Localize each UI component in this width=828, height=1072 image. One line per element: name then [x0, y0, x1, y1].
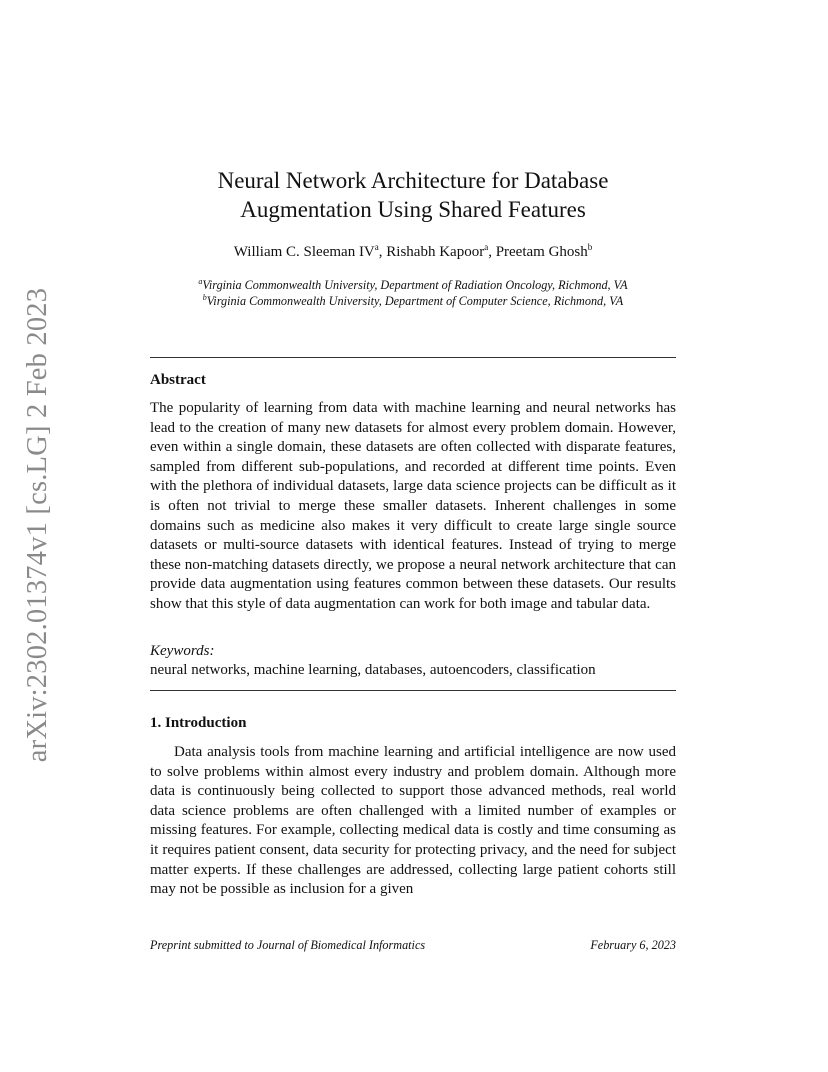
abstract-text: The popularity of learning from data with machine learning and neural networks has lead to the creation of many new datasets for almost every problem domain. However, even within a single domain, these datasets are often collected with disparate features, sampled from different sub-populations, and recorded at different time points. Even with the plethora of individual datasets, large data science projects can be difficult as it is often not trivial to merge these smaller datasets. Inherent challenges in some domains such as medicine also makes it very difficult to create large single source datasets or multi-source datasets with identical features. Instead of trying to merge these non-matching datasets directly, we propose a neural network architecture that can provide data augmentation using features common between these datasets. Our results show that this style of data augmentation can work for both image and tabular data.	[150, 400, 676, 612]
affiliation-mark: b	[202, 293, 207, 302]
author-separator: ,	[378, 244, 387, 260]
arxiv-identifier-stamp	[19, 287, 57, 763]
keywords-list: neural networks, machine learning, databases, autoencoders, classification	[150, 662, 596, 678]
affiliation-item	[150, 277, 676, 293]
affiliation-mark: a	[198, 277, 203, 286]
author-name: Preetam Ghosh	[495, 244, 588, 260]
keywords-label: Keywords:	[150, 643, 215, 659]
preprint-date: February 6, 2023	[590, 938, 676, 952]
affiliation-item	[150, 293, 676, 309]
author-list	[150, 243, 676, 261]
paper-title-line-2: Augmentation Using Shared Features	[240, 197, 586, 222]
arxiv-identifier-text: arXiv:2302.01374v1 [cs.LG] 2 Feb 2023	[22, 287, 54, 763]
abstract-heading: Abstract	[150, 372, 206, 388]
affiliation-list	[150, 277, 676, 309]
introduction-text: Data analysis tools from machine learning and artificial intelligence are now used to solve problems within almost every industry and problem domain. Although more data is continuously being collected to support those advanced methods, real world data science problems are often challenged with a limited number of examples or missing features. For example, collecting medical data is costly and time consuming as it requires patient consent, data security for protecting privacy, and the need for subject matter experts. If these challenges are addressed, collecting large patient cohorts still may not be possible as inclusion for a given	[150, 744, 676, 898]
affiliation-text: Virginia Commonwealth University, Department of Computer Science, Richmond, VA	[206, 294, 624, 308]
abstract-top-rule	[150, 357, 676, 358]
author-separator: ,	[488, 244, 496, 260]
paper-title	[150, 166, 676, 224]
author-affiliation-mark: a	[374, 242, 379, 252]
paper-title-line-1: Neural Network Architecture for Database	[217, 168, 609, 193]
preprint-note: Preprint submitted to Journal of Biomedical Informatics	[150, 938, 426, 952]
author-affiliation-mark: a	[484, 242, 489, 252]
introduction-heading: 1. Introduction	[150, 715, 247, 731]
author-affiliation-mark: b	[587, 242, 593, 252]
abstract-bottom-rule	[150, 690, 676, 691]
author-name: Rishabh Kapoor	[386, 244, 485, 260]
affiliation-text: Virginia Commonwealth University, Department of Radiation Oncology, Richmond, VA	[202, 278, 628, 292]
author-name: William C. Sleeman IV	[233, 244, 375, 260]
